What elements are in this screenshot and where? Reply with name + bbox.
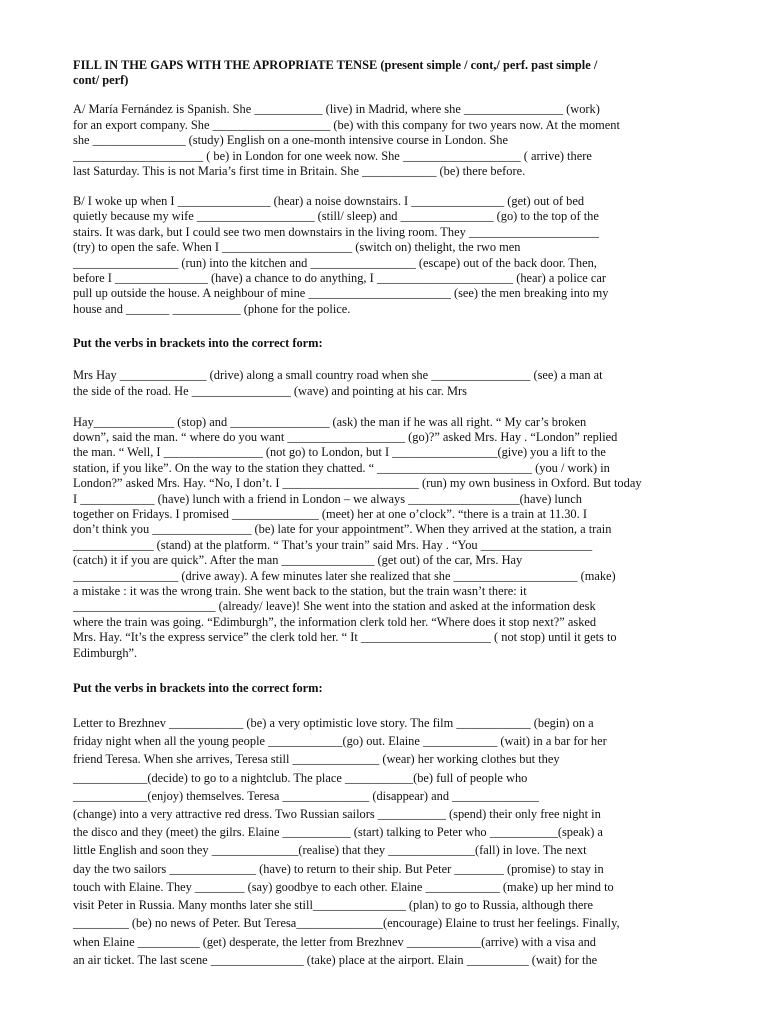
text-line: last Saturday. This is not Maria’s first time in Britain. She ____________ (be) there before. xyxy=(73,164,526,179)
text-line: stairs. It was dark, but I could see two men downstairs in the living room. They _____________________ xyxy=(73,224,599,239)
text-line: the man. “ Well, I ________________ (not go) to London, but I _________________(give) you a lift to the xyxy=(73,445,606,460)
text-line: the side of the road. He ________________ (wave) and pointing at his car. Mrs xyxy=(73,383,468,398)
text-line: I ____________ (have) lunch with a friend in London – we always __________________(have) lunch xyxy=(73,491,582,506)
text-line: day the two sailors ______________ (have) to return to their ship. But Peter ________ (promise) to stay in xyxy=(73,861,604,876)
heading-text: Put the verbs in brackets into the correct form: xyxy=(73,681,323,696)
text-line: where the train was going. “Edimburgh”, the information clerk told her. “Where does it stop next?” asked xyxy=(73,614,597,629)
text-line: station, if you like”. On the way to the station they chatted. “ _________________________ (you / work) in xyxy=(73,460,610,475)
text-line: _________ (be) no news of Peter. But Teresa______________(encourage) Elaine to trust her feelings. Finally, xyxy=(73,916,620,931)
text-line: Letter to Brezhnev ____________ (be) a very optimistic love story. The film ____________ (begin) on a xyxy=(73,716,594,731)
text-line: _____________ (stand) at the platform. “ That’s your train” said Mrs. Hay . “You __________________ xyxy=(73,537,593,552)
mrs-hay-story-paragraph xyxy=(73,415,701,662)
section-a-paragraph xyxy=(73,102,701,180)
text-line: friday night when all the young people ____________(go) out. Elaine ____________ (wait) in a bar for her xyxy=(73,734,607,749)
worksheet-title xyxy=(73,58,701,88)
text-line: Hay_____________ (stop) and ________________ (ask) the man if he was all right. “ My car’s broken xyxy=(73,414,587,429)
section-heading-2 xyxy=(73,336,701,351)
mrs-hay-intro-paragraph xyxy=(73,368,701,399)
text-line: Mrs. Hay. “It’s the express service” the clerk told her. “ It _____________________ ( not stop) until it gets to xyxy=(73,630,617,645)
text-line: _________________ (drive away). A few minutes later she realized that she ____________________ (make) xyxy=(73,568,616,583)
section-b-paragraph xyxy=(73,194,701,317)
text-line: before I _______________ (have) a chance to do anything, I ______________________ (hear) a police car xyxy=(73,270,606,285)
text-line: _____________________ ( be) in London for one week now. She ___________________ ( arrive) there xyxy=(73,148,592,163)
text-line: pull up outside the house. A neighbour of mine _______________________ (see) the men breaking into my xyxy=(73,286,609,301)
text-line: house and _______ ___________ (phone for the police. xyxy=(73,301,351,316)
text-line: together on Fridays. I promised ______________ (meet) her at one o’clock”. “there is a train at 11.30. I xyxy=(73,507,587,521)
letter-to-brezhnev-paragraph xyxy=(73,714,701,969)
text-line: quietly because my wife ___________________ (still/ sleep) and _______________ (go) to the top of the xyxy=(73,209,599,224)
text-line: Edimburgh”. xyxy=(73,645,138,660)
text-line: (try) to open the safe. When I _____________________ (switch on) thelight, the rwo men xyxy=(73,240,521,255)
text-line: little English and soon they ______________(realise) that they ______________(fall) in love. The next xyxy=(73,843,587,858)
text-line: _______________________ (already/ leave)! She went into the station and asked at the information desk xyxy=(73,599,596,614)
text-line: when Elaine __________ (get) desperate, the letter from Brezhnev ____________(arrive) with a visa and xyxy=(73,934,596,949)
text-line: she _______________ (study) English on a one-month intensive course in London. She xyxy=(73,133,508,148)
text-line: B/ I woke up when I _______________ (hear) a noise downstairs. I _______________ (get) out of bed xyxy=(73,193,585,208)
text-line: don’t think you ________________ (be) late for your appointment”. When they arrived at the station, a train xyxy=(73,522,612,537)
text-line: (catch) it if you are quick”. After the man _______________ (get out) of the car, Mrs. Hay xyxy=(73,553,523,568)
text-line: Mrs Hay ______________ (drive) along a small country road when she ________________ (see) a man at xyxy=(73,368,603,383)
text-line: for an export company. She ___________________ (be) with this company for two years now. At the moment xyxy=(73,117,620,132)
text-line: visit Peter in Russia. Many months later she still_______________ (plan) to go to Russia, although there xyxy=(73,898,594,913)
text-line: the disco and they (meet) the gilrs. Elaine ___________ (start) talking to Peter who ___________(speak) a xyxy=(73,825,603,840)
text-line: friend Teresa. When she arrives, Teresa still ______________ (wear) her working clothes but they xyxy=(73,752,560,767)
section-heading-3 xyxy=(73,681,701,696)
title-line: cont/ perf) xyxy=(73,73,129,88)
text-line: ____________(enjoy) themselves. Teresa ______________ (disappear) and ______________ xyxy=(73,788,539,803)
text-line: _________________ (run) into the kitchen and _________________ (escape) out of the back door. Then, xyxy=(73,255,597,270)
heading-text: Put the verbs in brackets into the correct form: xyxy=(73,336,323,351)
text-line: touch with Elaine. They ________ (say) goodbye to each other. Elaine ____________ (make) up her mind to xyxy=(73,879,614,894)
text-line: down”, said the man. “ where do you want ___________________ (go)?” asked Mrs. Hay . “London” replied xyxy=(73,429,618,444)
text-line: London?” asked Mrs. Hay. “No, I don’t. I ______________________ (run) my own business in Oxford. But today xyxy=(73,476,642,491)
text-line: (change) into a very attractive red dress. Two Russian sailors ___________ (spend) their only free night in xyxy=(73,807,601,822)
text-line: a mistake : it was the wrong train. She went back to the station, but the train wasn’t there: it xyxy=(73,584,527,599)
text-line: A/ María Fernández is Spanish. She ___________ (live) in Madrid, where she ________________ (work) xyxy=(73,102,600,117)
text-line: an air ticket. The last scene _______________ (take) place at the airport. Elain __________ (wait) for the xyxy=(73,952,598,967)
title-line: FILL IN THE GAPS WITH THE APROPRIATE TENSE (present simple / cont,/ perf. past simple / xyxy=(73,58,598,72)
text-line: ____________(decide) to go to a nightclub. The place ___________(be) full of people who xyxy=(73,770,528,785)
worksheet-page xyxy=(73,58,701,969)
